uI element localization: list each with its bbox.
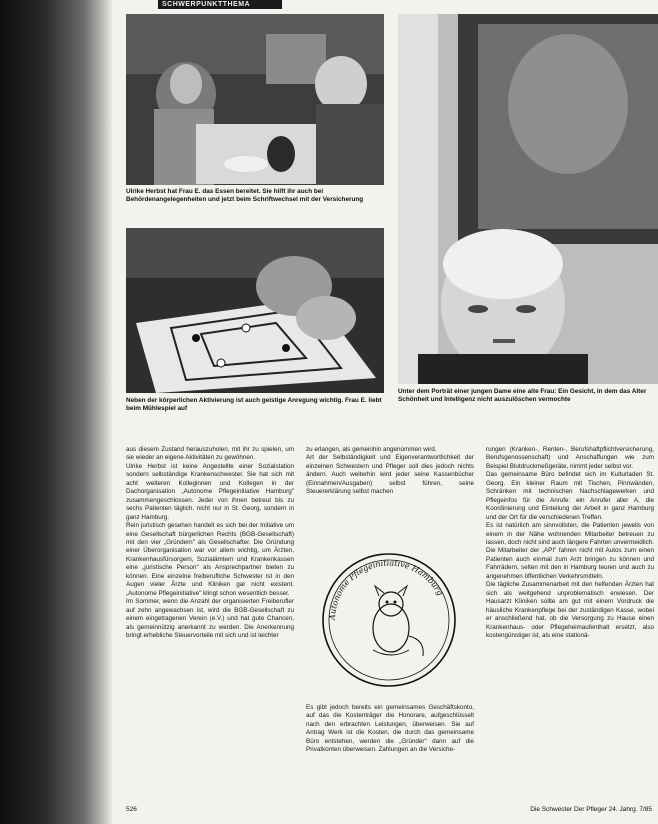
logo-text: Autonome Pflegeinitiative Hamburg bbox=[327, 558, 445, 621]
caption-photo-1: Ulrike Herbst hat Frau E. das Essen bereitet. Sie hilft ihr auch bei Behördenangelegenheiten und jetzt beim Schriftwechsel mit der Versicherung bbox=[126, 188, 364, 203]
paragraph: Die tägliche Zusammenarbeit mit den helfenden Ärzten hat sich als weitgehend unproblematisch erwiesen. Der Hausarzt Kliniken sollte am gut mit einem Vordruck die häusliche Krankenpflege bei der zuständigen Kasse, wobei er anschließend hat, ob die Versorgung zu Hause einen Krankenhaus- oder Pflegeheimaufenthalt ersetzt, also kostengünstiger ist, als eine stationä- bbox=[486, 581, 654, 639]
page-number: 526 bbox=[126, 806, 137, 813]
article-column-1 bbox=[126, 446, 294, 640]
api-logo-emblem bbox=[317, 548, 462, 688]
paragraph: Im Sommer, wenn die Anzahl der organisierten Freiberufler auf zehn angewachsen ist, wird die BGB-Gesellschaft zu einem eingetragenen Verein (e.V.) und hat gute Chancen, als gemeinnützig anerkannt zu werden. Die Anerkennung bringt erhebliche Steuervorteile mit sich und ist leichter bbox=[126, 598, 294, 639]
paragraph: Das gemeinsame Büro befindet sich im Kulturladen St. Georg. Ein kleiner Raum mit Tischen, Pinnwänden, Schränken mit technischen Nachschlagewerken und Pflegeinfos für die Anrufe: ein Anrufer aller A, die Koordinierung und Einteilung der Arbeit in ganz Hamburg und der Ort für die verschiedenen Treffen. bbox=[486, 471, 654, 521]
caption-photo-2: Neben der körperlichen Aktivierung ist auch geistige Anregung wichtig. Frau E. liebt beim Mühlespiel auf bbox=[126, 397, 382, 412]
paragraph: zu erlangen, als gemeinhin angenommen wird. bbox=[306, 446, 437, 453]
paragraph: Es ist natürlich am sinnvollsten, die Patienten jeweils von einem in der Nähe wohnenden Mitarbeiter betreuen zu lassen, doch nicht sind auch längere Fahrten unvermeidlich. Die Mitarbeiter der „API" fahren nicht mit Autos zum einen Patienten auch einmal zum Arzt bringen zu können und Fahrrädern, selten mit den in Hamburg teuren und auch zu angenehmen öffentlichen Verkehrsmitteln. bbox=[486, 522, 654, 580]
caption-photo-3: Unter dem Porträt einer jungen Dame eine alte Frau: Ein Gesicht, in dem das Alter Schönheit und Intelligenz nicht auszulöschen vermochte bbox=[398, 388, 647, 403]
article-column-2-lower bbox=[306, 704, 474, 755]
photo-nurse-serving-meal bbox=[126, 14, 384, 185]
article-column-3 bbox=[486, 446, 654, 640]
journal-footer: Die Schwester Der Pfleger 24. Jahrg. 7/85 bbox=[530, 806, 652, 813]
paragraph: aus diesem Zustand herauszuholen, mit ihr zu spielen, um sie wieder an eigene Aktivitäten zu gewöhnen. bbox=[126, 446, 294, 462]
photo-old-woman-portrait bbox=[398, 14, 658, 384]
paragraph: rungen (Kranken-, Renten-, Berufshaftpflichtversicherung, Berufsgenossenschaft) und Anschaffungen wie zum Beispiel Blutdruckmeßgeräte, nimmt jeder selbst vor. bbox=[486, 446, 654, 470]
paragraph: Rein juristisch gesehen handelt es sich bei der Initiative um eine Gesellschaft bürgerlichen Rechts (BGB-Gesellschaft) mit den vier „Gründern" als Gesellschafter. Die Gründung einer Überorganisation war vor allem wichtig, um Ärzten, Krankenhausfürsorgern, Sozialämtern und Krankenkassen eine „juristische Person" als Ansprechpartner bieten zu können. Eine einzelne freiberufliche Schwester ist in den Augen vieler Ärzte und Kliniken gar nicht existent. „Autonome Pflegeinitiative" klingt schon wesentlich besser. bbox=[126, 522, 294, 597]
section-header-tag: SCHWERPUNKTTHEMA bbox=[158, 0, 282, 9]
paragraph: Art der Selbständigkeit und Eigenverantwortlichkeit der einzelnen Schwestern und Pfleger soll dies jedoch nichts ändern. Auch weiterhin wird jeder seine Kassenbücher (Einnahmen/Ausgaben) selbst führen, seine Steuererklärung selbst machen bbox=[306, 454, 474, 496]
paragraph: Es gibt jedoch bereits ein gemeinsames Geschäftskonto, auf das die Kostenträger die Honorare, aufgeschlüsselt nach den erbrachten Leistungen, überweisen. Sie auf Antrag Werk ist die Kosten, die durch das gemeinsame Büro entstehen, werden die „Gründer" dann auf die Privatkonten überweisen. Zahlungen an die Versiche- bbox=[306, 704, 474, 754]
photo-mill-board-game bbox=[126, 228, 384, 393]
magazine-page bbox=[112, 0, 658, 824]
book-gutter-shadow bbox=[0, 0, 112, 824]
article-column-2 bbox=[306, 446, 474, 497]
paragraph: Ulrike Herbst ist keine Angestellte einer Sozialstation sondern selbständige Krankenschwester. Sie hat sich mit acht weiteren Kolleginnen und Kollegen in der Dachorganisation „Autonome Pflegeinitiative Hamburg" zusammengeschlossen. Jeder von ihnen betreut bis zu sechs Patienten täglich, nicht nur in St. Georg, sondern in ganz Hamburg. bbox=[126, 462, 294, 521]
